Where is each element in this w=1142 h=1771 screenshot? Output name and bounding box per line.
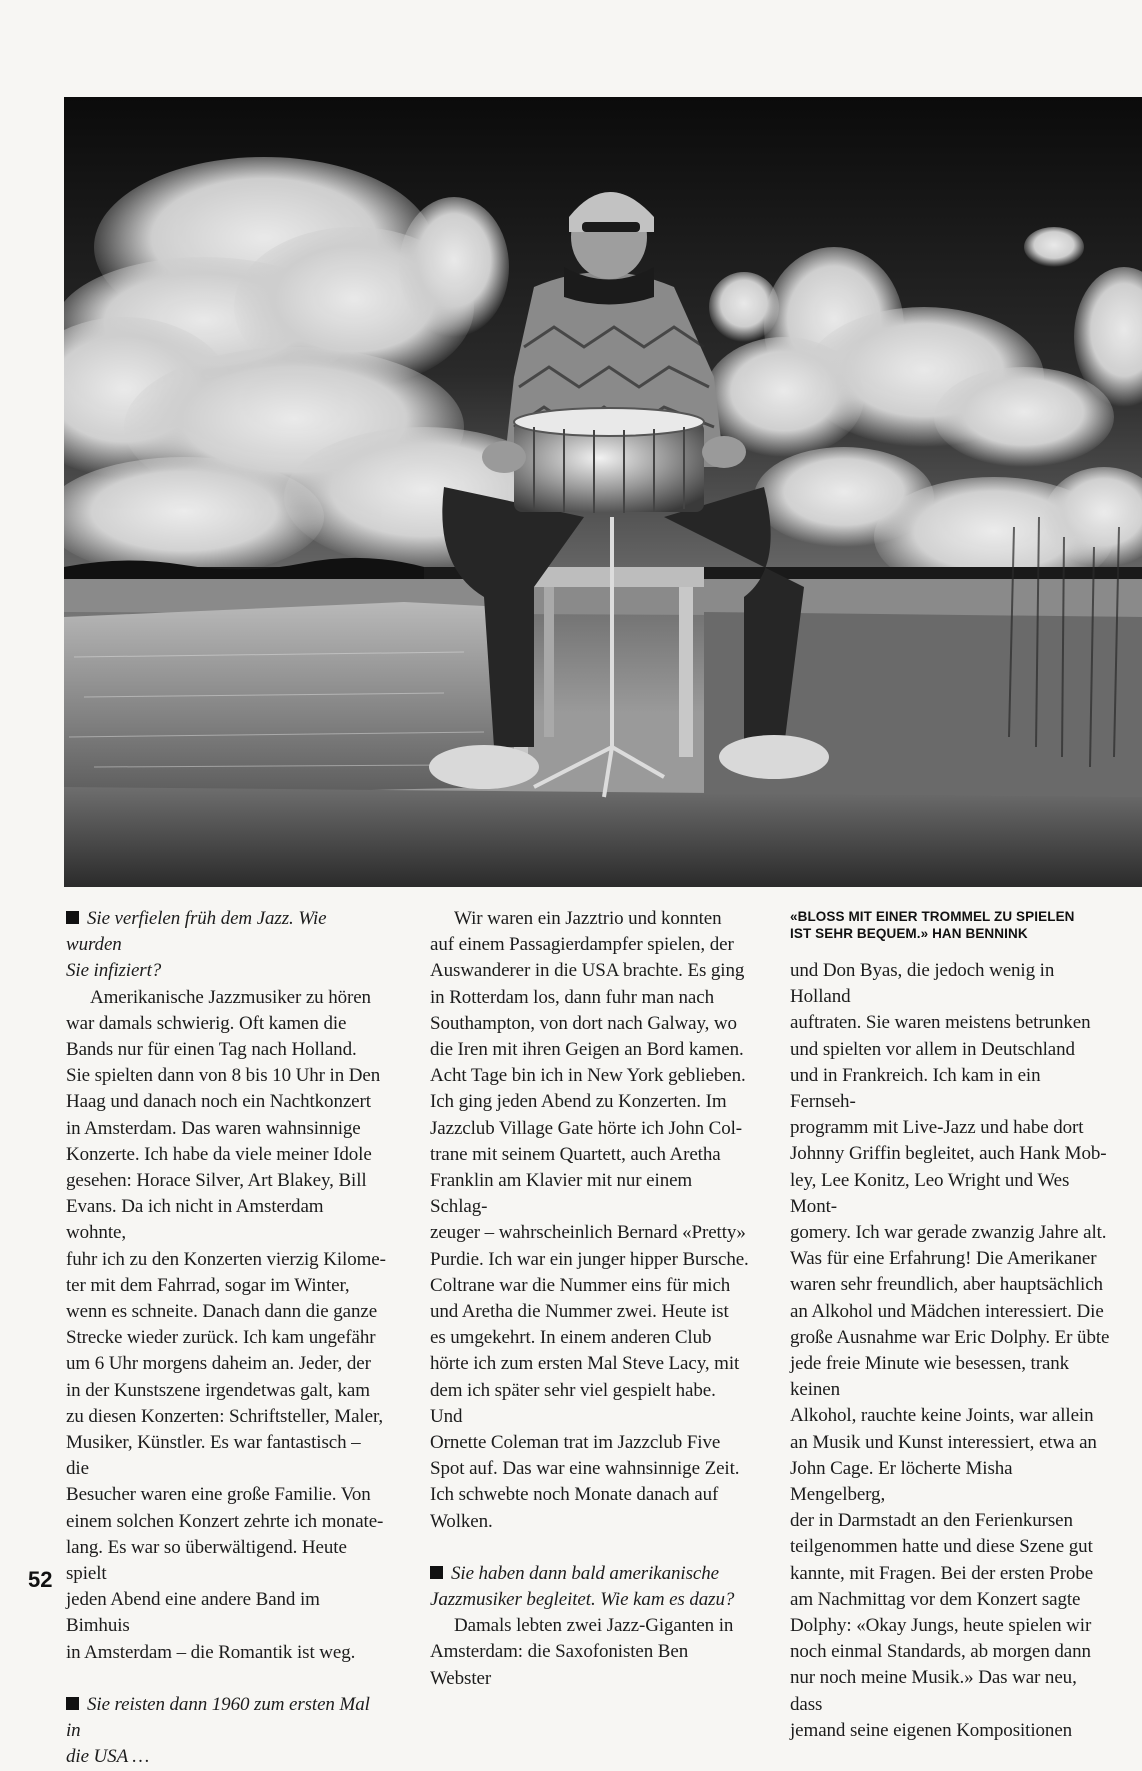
c2-line: Ich ging jeden Abend zu Konzerten. Im — [430, 1091, 727, 1113]
c2-line: Jazzclub Village Gate hörte ich John Col- — [430, 1117, 743, 1139]
c3-line: waren sehr freundlich, aber hauptsächlich — [790, 1274, 1103, 1296]
c2-tail-line: Damals lebten zwei Jazz-Giganten in — [454, 1615, 734, 1637]
c2-line: Wir waren ein Jazztrio und konnten — [454, 908, 722, 929]
c2-line: Spot auf. Das war eine wahnsinnige Zeit. — [430, 1458, 740, 1480]
c2-line: Wolken. — [430, 1510, 493, 1532]
c3-line: ley, Lee Konitz, Leo Wright und Wes Mont- — [790, 1169, 1070, 1217]
c3-line: und spielten vor allem in Deutschland — [790, 1038, 1075, 1060]
c2-line: Ornette Coleman trat im Jazzclub Five — [430, 1432, 721, 1454]
c3-line: jede freie Minute wie besessen, trank keinen — [790, 1353, 1070, 1401]
c3-line: am Nachmittag vor dem Konzert sagte — [790, 1588, 1081, 1610]
c2-line: hörte ich zum ersten Mal Steve Lacy, mit — [430, 1353, 740, 1375]
c1-line: Musiker, Künstler. Es war fantastisch – die — [66, 1432, 361, 1480]
c1-line: fuhr ich zu den Konzerten vierzig Kilome- — [66, 1248, 386, 1270]
question-2-line-2: die USA … — [66, 1746, 150, 1768]
c1-line: in Amsterdam. Das waren wahnsinnige — [66, 1117, 361, 1139]
article-column-1 — [66, 906, 386, 1771]
c3-line: große Ausnahme war Eric Dolphy. Er übte — [790, 1326, 1110, 1348]
c2-line: Auswanderer in die USA brachte. Es ging — [430, 960, 745, 982]
c2-line: Franklin am Klavier mit nur einem Schlag- — [430, 1170, 693, 1218]
c3-line: programm mit Live-Jazz und habe dort — [790, 1117, 1084, 1139]
c1-line: ter mit dem Fahrrad, sogar im Winter, — [66, 1274, 350, 1296]
c2-line: es umgekehrt. In einem anderen Club — [430, 1327, 712, 1349]
c3-line: Was für eine Erfahrung! Die Amerikaner — [790, 1248, 1097, 1270]
article-column-3 — [790, 958, 1110, 1744]
c3-line: und in Frankreich. Ich kam in ein Fernseh- — [790, 1064, 1041, 1113]
article-column-2 — [430, 906, 750, 1692]
c1-line: jeden Abend eine andere Band im Bimhuis — [66, 1589, 320, 1637]
c3-line: nur noch meine Musik.» Das war neu, dass — [790, 1667, 1077, 1715]
question-1: Sie verfielen früh dem Jazz. Wie wurden — [66, 908, 327, 956]
c3-line: teilgenommen hatte und diese Szene gut — [790, 1536, 1093, 1558]
c3-line: noch einmal Standards, ab morgen dann — [790, 1641, 1091, 1663]
c1-line: wenn es schneite. Danach dann die ganze — [66, 1301, 378, 1323]
question-2: Sie reisten dann 1960 zum ersten Mal in — [66, 1693, 370, 1742]
c1-line: lang. Es war so überwältigend. Heute spielt — [66, 1536, 347, 1585]
c2-line: die Iren mit ihren Geigen an Bord kamen. — [430, 1039, 744, 1061]
c1-line: Konzerte. Ich habe da viele meiner Idole — [66, 1143, 372, 1165]
c3-line: der in Darmstadt an den Ferienkursen — [790, 1510, 1073, 1532]
c1-line: war damals schwierig. Oft kamen die — [66, 1012, 347, 1034]
question-3: Sie haben dann bald amerikanische — [430, 1561, 750, 1587]
c2-line: Ich schwebte noch Monate danach auf — [430, 1484, 719, 1506]
c3-line: kannte, mit Fragen. Bei der ersten Probe — [790, 1562, 1094, 1584]
c2-line: und Aretha die Nummer zwei. Heute ist — [430, 1301, 729, 1323]
c3-line: John Cage. Er löcherte Misha Mengelberg, — [790, 1457, 1013, 1506]
question-3-line-2: Jazzmusiker begleitet. Wie kam es dazu? — [430, 1589, 735, 1611]
c2-line: dem ich später sehr viel gespielt habe. Und — [430, 1379, 716, 1427]
c2-line: Acht Tage bin ich in New York geblieben. — [430, 1065, 746, 1087]
c3-line: und Don Byas, die jedoch wenig in Holland — [790, 960, 1055, 1008]
c1-line: Strecke wieder zurück. Ich kam ungefähr — [66, 1327, 376, 1349]
c1-line: zu diesen Konzerten: Schriftsteller, Maler, — [66, 1405, 384, 1427]
question-1-line-2: Sie infiziert? — [66, 960, 162, 982]
c2-line: Southampton, von dort nach Galway, wo — [430, 1012, 737, 1034]
c3-line: gomery. Ich war gerade zwanzig Jahre alt. — [790, 1222, 1107, 1244]
c1-line: Bands nur für einen Tag nach Holland. — [66, 1039, 357, 1061]
c2-line: auf einem Passagierdampfer spielen, der — [430, 934, 734, 956]
c3-line: an Alkohol und Mädchen interessiert. Die — [790, 1300, 1104, 1322]
c1-line: Sie spielten dann von 8 bis 10 Uhr in Den — [66, 1065, 381, 1087]
c2-line: Purdie. Ich war ein junger hipper Bursche. — [430, 1248, 749, 1270]
c3-line: an Musik und Kunst interessiert, etwa an — [790, 1431, 1097, 1453]
c3-line: jemand seine eigenen Kompositionen — [790, 1719, 1073, 1741]
c1-line: Haag und danach noch ein Nachtkonzert — [66, 1091, 371, 1113]
pull-quote-line-1: «BLOSS MIT EINER TROMMEL ZU SPIELEN — [790, 909, 1075, 924]
c2-tail-line: Amsterdam: die Saxofonisten Ben Webster — [430, 1641, 689, 1689]
c1-line: Evans. Da ich nicht in Amsterdam wohnte, — [66, 1196, 324, 1244]
pull-quote — [790, 908, 1090, 942]
page-number: 52 — [28, 1567, 53, 1592]
c3-line: Johnny Griffin begleitet, auch Hank Mob- — [790, 1143, 1107, 1165]
c3-line: auftraten. Sie waren meistens betrunken — [790, 1012, 1091, 1034]
pull-quote-line-2: IST SEHR BEQUEM.» HAN BENNINK — [790, 926, 1028, 941]
question-marker-icon — [66, 911, 79, 924]
c1-line: in der Kunstszene irgendetwas galt, kam — [66, 1379, 370, 1401]
c1-line: Besucher waren eine große Familie. Von — [66, 1484, 371, 1506]
c2-line: in Rotterdam los, dann fuhr man nach — [430, 986, 714, 1008]
drummer-photo — [64, 97, 1142, 887]
question-marker-icon — [66, 1697, 79, 1710]
c1-line: einem solchen Konzert zehrte ich monate- — [66, 1510, 384, 1532]
c3-line: Dolphy: «Okay Jungs, heute spielen wir — [790, 1615, 1092, 1637]
c3-line: Alkohol, rauchte keine Joints, war allein — [790, 1405, 1094, 1427]
c1-line: um 6 Uhr morgens daheim an. Jeder, der — [66, 1353, 371, 1375]
c1-line: gesehen: Horace Silver, Art Blakey, Bill — [66, 1170, 367, 1192]
c2-line: Coltrane war die Nummer eins für mich — [430, 1274, 731, 1296]
question-marker-icon — [430, 1566, 443, 1579]
c2-line: zeuger – wahrscheinlich Bernard «Pretty» — [430, 1222, 746, 1244]
c1-line: in Amsterdam – die Romantik ist weg. — [66, 1641, 356, 1663]
c2-line: trane mit seinem Quartett, auch Aretha — [430, 1143, 721, 1165]
c1-line: Amerikanische Jazzmusiker zu hören — [90, 986, 371, 1008]
